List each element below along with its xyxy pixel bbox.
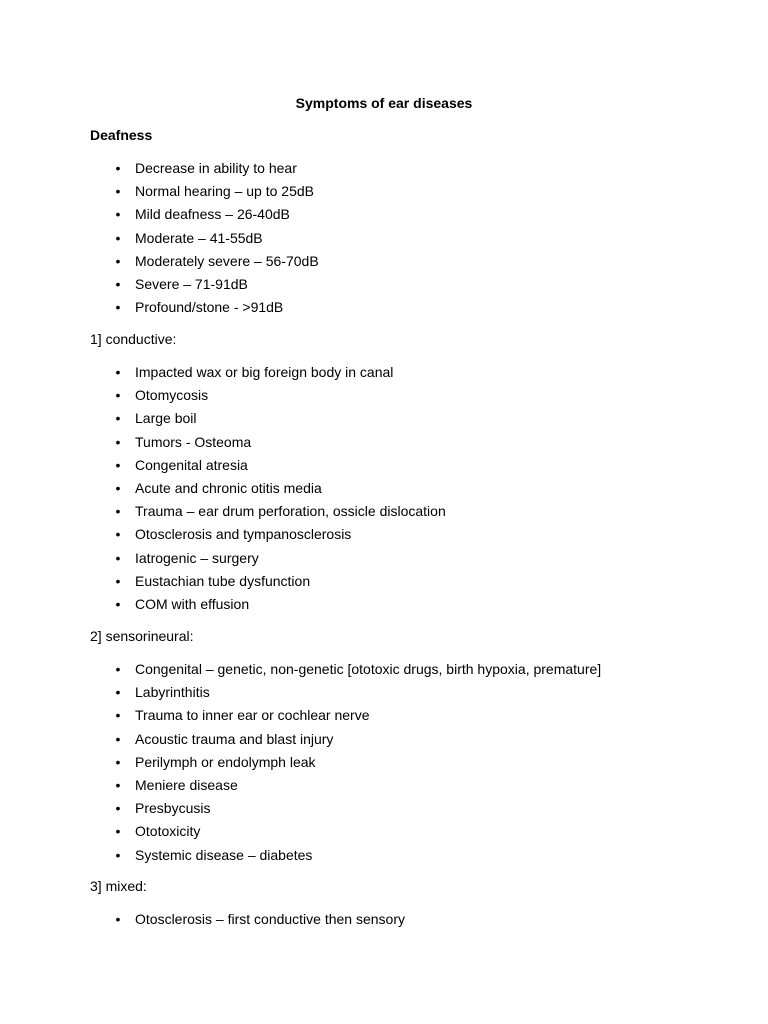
bullet-icon: •: [115, 549, 121, 566]
list-item: • Eustachian tube dysfunction: [0, 572, 446, 595]
bullet-icon: •: [115, 275, 121, 292]
bullet-icon: •: [115, 479, 121, 496]
list-item: • Labyrinthitis: [0, 683, 601, 706]
bullet-icon: •: [115, 364, 121, 380]
list-item: • Presbycusis: [0, 799, 601, 822]
list-item: • Congenital – genetic, non-genetic [ototoxic drugs, birth hypoxia, premature]: [0, 660, 601, 683]
list-item: • Mild deafness – 26-40dB: [0, 205, 319, 228]
bullet-icon: •: [115, 753, 121, 770]
bullet-icon: •: [115, 661, 121, 677]
bullet-icon: •: [115, 252, 121, 269]
section-heading-mixed: 3] mixed:: [90, 878, 147, 894]
bullet-icon: •: [115, 800, 121, 817]
bullet-icon: •: [115, 503, 121, 520]
list-item: • Severe – 71-91dB: [0, 275, 319, 298]
bullet-icon: •: [115, 410, 121, 427]
mixed-list: [0, 910, 405, 933]
bullet-icon: •: [115, 160, 121, 176]
bullet-icon: •: [115, 684, 121, 701]
list-item: • Iatrogenic – surgery: [0, 549, 446, 572]
bullet-icon: •: [115, 206, 121, 223]
list-item: • Acute and chronic otitis media: [0, 479, 446, 502]
section-heading-sensorineural: 2] sensorineural:: [90, 628, 194, 644]
bullet-icon: •: [115, 776, 121, 793]
conductive-list: [0, 363, 446, 618]
list-item: • Perilymph or endolymph leak: [0, 753, 601, 776]
list-item: • Congenital atresia: [0, 456, 446, 479]
bullet-icon: •: [115, 730, 121, 747]
bullet-icon: •: [115, 572, 121, 589]
bullet-icon: •: [115, 387, 121, 404]
bullet-icon: •: [115, 846, 121, 863]
list-item: • Otosclerosis – first conductive then sensory: [0, 910, 405, 933]
bullet-icon: •: [115, 911, 121, 927]
list-item: • Profound/stone - >91dB: [0, 298, 319, 321]
list-item: • Tumors - Osteoma: [0, 433, 446, 456]
list-item: • Systemic disease – diabetes: [0, 846, 601, 869]
bullet-icon: •: [115, 707, 121, 724]
list-item: • Normal hearing – up to 25dB: [0, 182, 319, 205]
list-item: • Ototoxicity: [0, 822, 601, 845]
bullet-icon: •: [115, 299, 121, 316]
list-item: • Trauma – ear drum perforation, ossicle dislocation: [0, 502, 446, 525]
bullet-icon: •: [115, 456, 121, 473]
section-heading-deafness: Deafness: [90, 127, 153, 143]
list-item: • Meniere disease: [0, 776, 601, 799]
bullet-icon: •: [115, 595, 121, 612]
list-item: • Decrease in ability to hear: [0, 159, 319, 182]
bullet-icon: •: [115, 183, 121, 200]
section-heading-conductive: 1] conductive:: [90, 331, 177, 347]
sensorineural-list: [0, 660, 601, 869]
list-item: • Large boil: [0, 409, 446, 432]
list-item: • Otosclerosis and tympanosclerosis: [0, 525, 446, 548]
list-item: • Acoustic trauma and blast injury: [0, 730, 601, 753]
bullet-icon: •: [115, 526, 121, 543]
document-title: Symptoms of ear diseases: [295, 95, 473, 111]
bullet-icon: •: [115, 823, 121, 840]
list-item: • Trauma to inner ear or cochlear nerve: [0, 706, 601, 729]
list-item: • Moderate – 41-55dB: [0, 229, 319, 252]
list-item: • Otomycosis: [0, 386, 446, 409]
list-item: • Impacted wax or big foreign body in canal: [0, 363, 446, 386]
list-item: • COM with effusion: [0, 595, 446, 618]
bullet-icon: •: [115, 433, 121, 450]
list-item: • Moderately severe – 56-70dB: [0, 252, 319, 275]
deafness-list: [0, 159, 319, 321]
bullet-icon: •: [115, 229, 121, 246]
